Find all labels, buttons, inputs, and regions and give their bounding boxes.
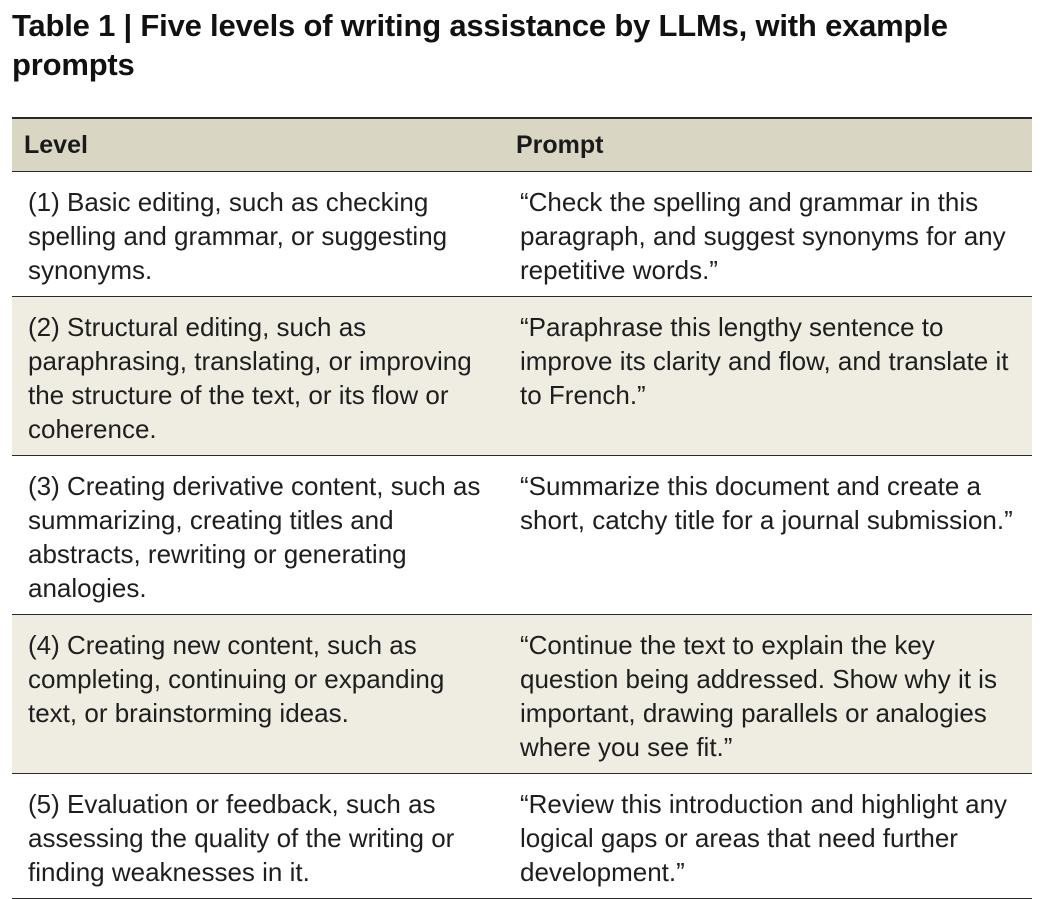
writing-assistance-table [12,117,1032,899]
table-row [12,774,1032,899]
table-container [12,117,1032,899]
level-cell: (3) Creating derivative content, such as summarizing, creating titles and abstracts, rewriting or generating analogies. [28,471,481,603]
prompt-cell: “Check the spelling and grammar in this paragraph, and suggest synonyms for any repetitive words.” [520,187,1006,285]
table-row [12,456,1032,615]
prompt-cell: “Summarize this document and create a short, catchy title for a journal submission.” [520,471,1013,535]
header-row [12,118,1032,172]
level-cell: (1) Basic editing, such as checking spelling and grammar, or suggesting synonyms. [28,187,448,285]
table-title: Table 1 | Five levels of writing assistance by LLMs, with example prompts [12,8,948,82]
prompt-cell: “Review this introduction and highlight any logical gaps or areas that need further development.” [520,789,1008,887]
table-row [12,297,1032,456]
column-header-level: Level [24,130,88,159]
level-cell: (4) Creating new content, such as completing, continuing or expanding text, or brainstorming ideas. [28,630,445,728]
table-row [12,615,1032,774]
level-cell: (2) Structural editing, such as paraphrasing, translating, or improving the structure of the text, or its flow or coherence. [28,312,472,444]
prompt-cell: “Paraphrase this lengthy sentence to improve its clarity and flow, and translate it to French.” [520,312,1009,410]
table-row [12,172,1032,297]
column-header-prompt: Prompt [516,130,604,159]
table-body [12,172,1032,899]
level-cell: (5) Evaluation or feedback, such as assessing the quality of the writing or finding weaknesses in it. [28,789,455,887]
table-header [12,118,1032,172]
prompt-cell: “Continue the text to explain the key question being addressed. Show why it is important, drawing parallels or analogies where you see fit.” [520,630,997,762]
